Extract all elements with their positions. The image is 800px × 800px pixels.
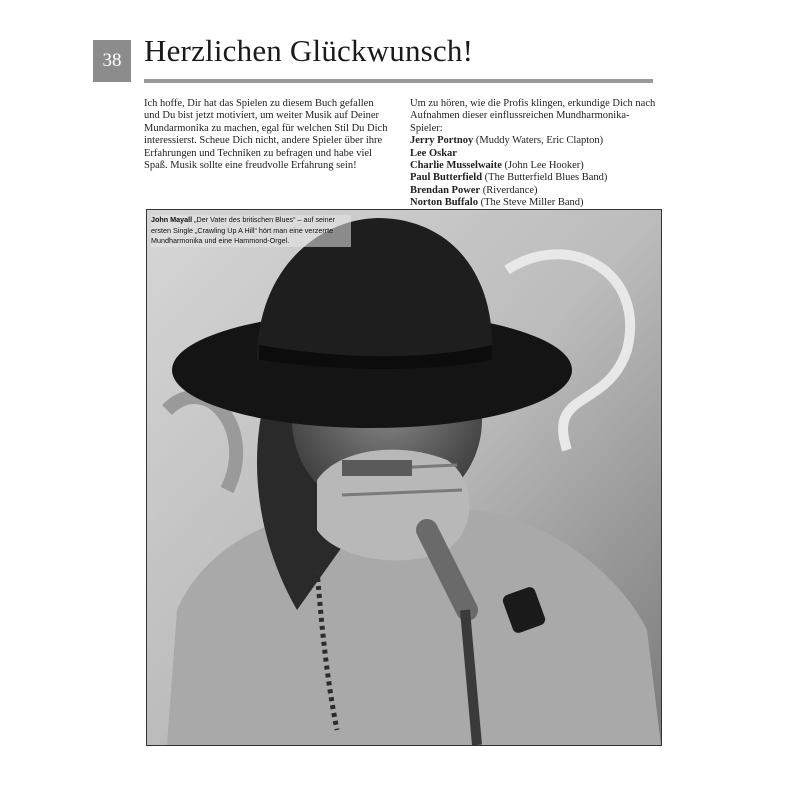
list-item — [410, 148, 660, 160]
list-item — [410, 197, 660, 209]
player-note: (Riverdance) — [480, 184, 538, 196]
player-list — [410, 135, 660, 209]
list-item — [410, 135, 660, 147]
caption-text: „Der Vater des britischen Blues“ – auf seiner ersten Single „Crawling Up A Hill“ hört man eine verzerrte Mundharmonika und eine Hammond-Orgel. — [151, 215, 336, 245]
list-item — [410, 185, 660, 197]
photo — [146, 209, 662, 746]
list-item — [410, 160, 660, 172]
player-name: Jerry Portnoy — [410, 135, 474, 147]
left-column — [144, 98, 389, 172]
player-name: Norton Buffalo — [410, 197, 478, 209]
player-note: (Muddy Waters, Eric Clapton) — [473, 135, 604, 147]
player-note: (The Butterfield Blues Band) — [482, 172, 608, 184]
right-column — [410, 98, 660, 210]
list-item — [410, 172, 660, 184]
intro-paragraph: Ich hoffe, Dir hat das Spielen zu diesem Buch gefallen und Du bist jetzt motiviert, um weiter Musik auf Deiner Mundarmonika zu machen, egal für welchen Stil Du Dich interessierst. Scheue Dich nicht, andere Spieler über ihre Erfahrungen und Techniken zu befragen und habe viel Spaß. Musik sollte eine freudvolle Erfahrung sein! — [144, 98, 388, 172]
player-name: Lee Oskar — [410, 147, 457, 159]
recordings-intro: Um zu hören, wie die Profis klingen, erkundige Dich nach Aufnahmen dieser einflussreichen Mundharmonika-Spieler: — [410, 98, 656, 134]
page-title: Herzlichen Glückwunsch! — [144, 33, 474, 68]
title-rule — [144, 79, 653, 83]
photo-caption — [151, 215, 351, 247]
player-name: Brendan Power — [410, 184, 481, 196]
caption-name: John Mayall — [151, 215, 193, 224]
page-number: 38 — [93, 40, 131, 82]
player-note: (John Lee Hooker) — [501, 160, 584, 172]
photo-illustration — [147, 210, 661, 745]
player-note: (The Steve Miller Band) — [477, 197, 584, 209]
player-name: Charlie Musselwaite — [410, 160, 502, 172]
player-name: Paul Butterfield — [410, 172, 483, 184]
